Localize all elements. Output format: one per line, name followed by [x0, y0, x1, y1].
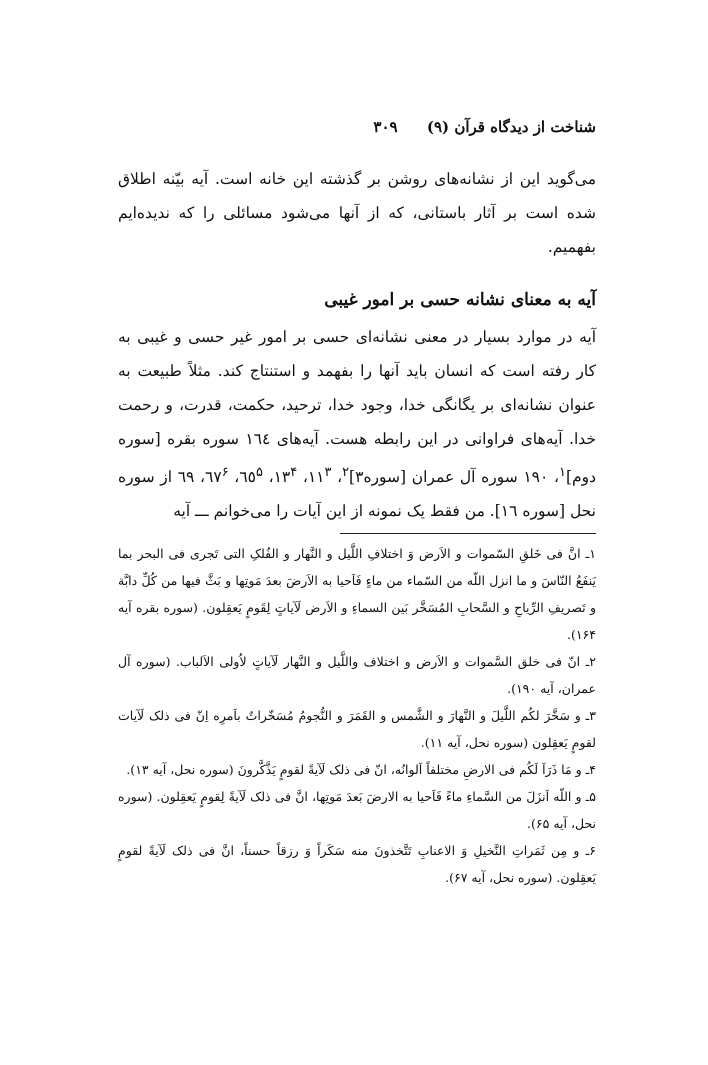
footnote-1: ۱ـ انَّ فی خَلقِ السّموات و الاَرض وَ اختلافِ اللَّیل و النَّهار و الفُلکِ التی تَجری فی البحر بما یَنفَعُ النّاسَ و ما انزل اللّه من السّماء من ماءٍ فَاَحیا به الاَرضَ بعدَ مَوتِها و بَثَّ فیها من کُلِّ دابَّة و تَصریفِ الرِّیاحِ و السَّحابِ المُسَخَّر بَین السماءِ و الاَرض لَآیاتٍ لِقَومٍ یَعقِلون. (سوره بقره آیه ۱۶۴). — [118, 546, 596, 642]
main-text-3: ، ١١ — [307, 468, 343, 487]
footnote-ref-4: ۴ — [290, 465, 298, 480]
section-heading: آیه به معنای نشانه حسی بر امور غیبی — [324, 290, 596, 310]
footnote-4: ۴ـ و مَا ذَرَاَ لَکُم فی الارضِ مختلفاً اَلوانُه، انّ فی ذلک لَآیةً لقومٍ یَذَّکَّرونَ (سوره نحل، آیه ۱۳). — [126, 762, 596, 777]
footnote-ref-5: ۵ — [255, 465, 263, 480]
header-title: شناخت از دیدگاه قرآن (۹) — [426, 118, 596, 136]
footnote-ref-6: ۶ — [221, 465, 229, 480]
main-text-4: ، ١٣ — [273, 468, 308, 487]
footnote-2: ۲ـ انّ فی خلق السَّموات و الاَرض و اختلاف واللَّیل و النَّهار لَآیاتٍ لاُولی الاَلباب. (سوره آل عمران، آیه ۱۹۰). — [118, 654, 596, 696]
main-paragraph — [118, 320, 596, 528]
footnotes — [118, 540, 596, 891]
footnote-ref-2: ۲ — [342, 465, 350, 480]
main-text-2: ، ١٩٠ سوره آل عمران [سوره۳] — [349, 468, 560, 487]
running-header — [118, 118, 596, 136]
footnote-ref-3: ۳ — [324, 465, 332, 480]
main-text-6: ، ٦٧ — [205, 468, 240, 487]
main-text-7: ، ٦٩ از سوره نحل [سوره ١٦]. من فقط یک نمونه از این آیات را می‌خوانم ـــ آیه — [118, 468, 596, 521]
footnote-6: ۶ـ و مِن ثَمَراتِ النَّخیلِ وَ الاعنابِ تَتَّخذونَ منه سَکَراً وَ رزقاً حسناً، انَّ فی ذلک لَآیةً لقومٍ یَعقِلون. (سوره نحل، آیه ۶۷). — [118, 843, 596, 885]
page-number: ۳۰۹ — [373, 118, 398, 136]
main-text-1: آیه در موارد بسیار در معنی نشانه‌ای حسی بر امور غیر حسی و غیبی به کار رفته است که انسان باید آنها را بفهمد و استنتاج کند. مثلاً طبیعت به عنوان نشانه‌ای بر یگانگی خدا، وجود خدا، ترحید، حکمت، قدرت، و رحمت خدا. آیه‌های فراوانی در این رابطه هست. آیه‌های ١٦٤ سوره بقره [سوره دوم] — [118, 328, 596, 487]
footnote-3: ۳ـ و سَخَّرَ لکُم اللَّیلَ و النَّهارَ و الشَّمس و القَمَرَ و النُّجومُ مُسَخّراتٌ باَمرِه اِنّ فی ذلک لَآیات لقومٍ یَعقِلون (سوره نحل، آیه ۱۱). — [118, 708, 596, 750]
intro-paragraph: می‌گوید این از نشانه‌های روشن بر گذشته این خانه است. آیه بیّنه اطلاق شده است بر آثار باستانی، که از آنها می‌شود مسائلی را که ندیده‌ایم بفهمیم. — [118, 170, 596, 256]
main-text-5: ، ٦٥ — [239, 468, 274, 487]
footnote-5: ۵ـ و اللّه اَنزَلَ من السَّماءِ ماءً فَاَحیا به الارضَ بَعدَ مَوتِها، انَّ فی ذلک لَآیةً لِقومٍ یَعقِلون. (سوره نحل، آیه ۶۵). — [118, 789, 596, 831]
footnote-separator — [340, 533, 596, 534]
footnote-ref-1: ۱ — [559, 465, 566, 480]
